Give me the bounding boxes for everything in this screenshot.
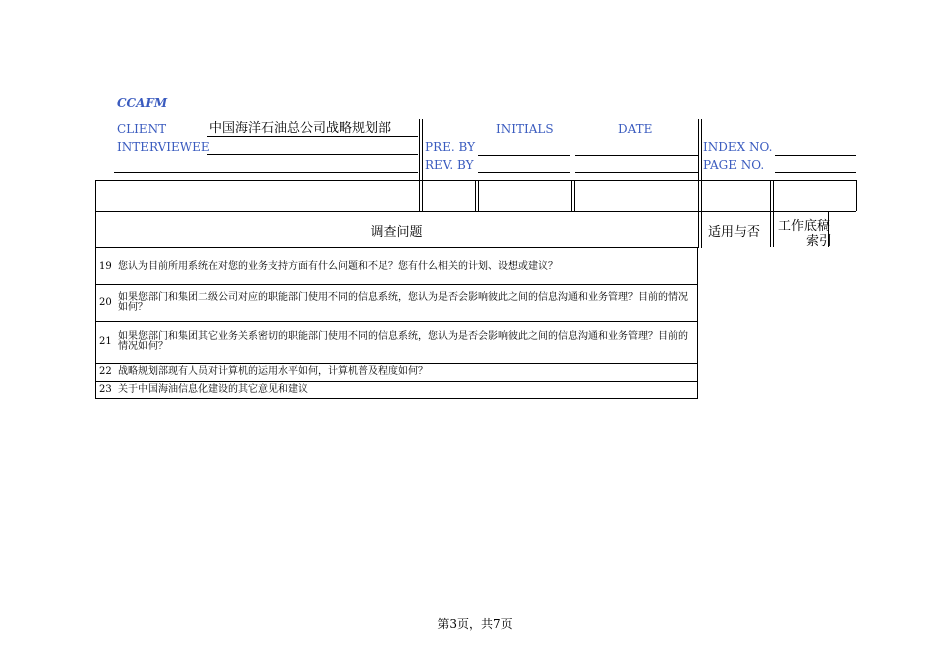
rev-by-date-line — [575, 172, 698, 173]
page-footer: 第3页，共7页 — [437, 617, 513, 631]
row-number: 19 — [99, 261, 112, 272]
blank-row-right — [856, 180, 857, 211]
rev-by-label: REV. BY — [425, 158, 474, 172]
rev-by-initials-line — [478, 172, 570, 173]
row-number: 20 — [99, 297, 112, 308]
table-row — [95, 382, 698, 399]
row-number: 22 — [99, 366, 112, 377]
header-divider-d — [701, 119, 702, 248]
header-divider-b — [422, 119, 423, 211]
workpaper-header-line1: 工作底稿 — [778, 219, 831, 234]
interviewee-label: INTERVIEWEE — [117, 140, 210, 154]
question-text: 您认为目前所用系统在对您的业务支持方面有什么问题和不足？您有什么相关的计划、设想或建议？ — [118, 261, 558, 272]
client-value: 中国海洋石油总公司战略规划部 — [209, 121, 392, 136]
date-label: DATE — [618, 122, 653, 136]
table-row — [95, 285, 698, 322]
row-number: 21 — [99, 336, 112, 347]
applicable-header: 适用与否 — [708, 225, 761, 240]
index-no-line — [775, 155, 856, 156]
blank-row-sep-2b — [574, 180, 575, 211]
logo: CCAFM — [117, 96, 168, 110]
client-underline — [207, 136, 418, 137]
table-row — [95, 322, 698, 364]
blank-row-sep-1b — [478, 180, 479, 211]
question-text: 战略规划部现有人员对计算机的运用水平如何，计算机普及程度如何？ — [118, 366, 428, 377]
question-text: 如果您部门和集团其它业务关系密切的职能部门使用不同的信息系统，您认为是否会影响彼此之间的信息沟通和业务管理？目前的情况如何？ — [118, 331, 688, 352]
pre-by-date-line — [575, 155, 698, 156]
question-header: 调查问题 — [370, 225, 423, 240]
workpaper-header-line2: 索引 — [806, 234, 833, 249]
client-label: CLIENT — [117, 122, 167, 136]
question-text: 关于中国海油信息化建设的其它意见和建议 — [118, 384, 308, 395]
initials-label: INITIALS — [496, 122, 554, 136]
blank-row-sep-1a — [475, 180, 476, 211]
table-row — [95, 248, 698, 285]
blank-underline — [114, 172, 418, 173]
header-divider-c — [698, 119, 699, 248]
row-number: 23 — [99, 384, 112, 395]
pre-by-initials-line — [478, 155, 570, 156]
table-row — [95, 364, 698, 382]
question-text: 如果您部门和集团二级公司对应的职能部门使用不同的信息系统，您认为是否会影响彼此之间的信息沟通和业务管理？目前的情况如何？ — [118, 292, 688, 313]
page-no-label: PAGE NO. — [703, 158, 765, 172]
pre-by-label: PRE. BY — [425, 140, 476, 154]
page-no-line — [775, 172, 856, 173]
blank-row-sep-3a — [770, 180, 771, 247]
header-divider-a — [419, 119, 420, 211]
blank-row-bottom — [95, 211, 856, 212]
blank-row-sep-3b — [773, 180, 774, 247]
blank-row-sep-2a — [571, 180, 572, 211]
index-no-label: INDEX NO. — [703, 140, 773, 154]
workpaper-col-right — [828, 211, 829, 247]
interviewee-underline — [207, 154, 418, 155]
